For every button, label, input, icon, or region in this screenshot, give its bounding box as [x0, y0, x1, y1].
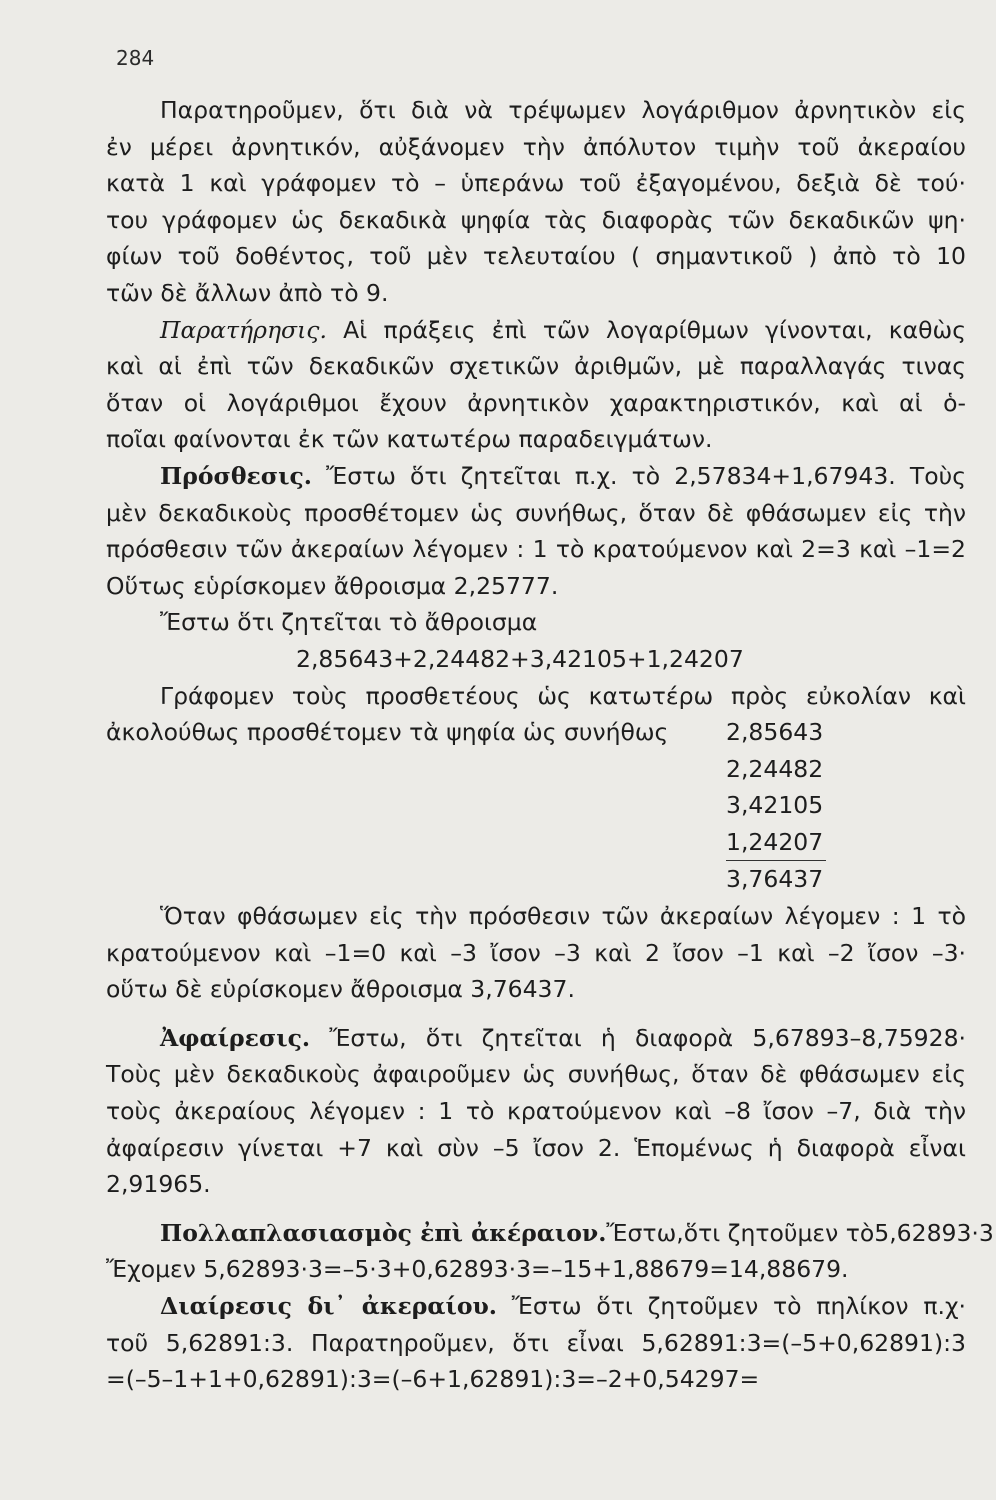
page-number: 284 [116, 46, 155, 70]
spacer [106, 1203, 966, 1215]
text-line: Ἔστω ὅτι ζητεῖται π.χ. τὸ 2,57834+1,67943. Τοὺς [326, 461, 966, 490]
text-line: καὶ αἱ ἐπὶ τῶν δεκαδικῶν σχετικῶν ἀριθμῶν, μὲ παραλλαγάς τινας [106, 352, 966, 381]
division-paragraph [106, 1288, 966, 1325]
text-line: 2,91965. [106, 1170, 211, 1199]
text-line: Ἔστω ὅτι ζητοῦμεν τὸ πηλίκον π.χ· [511, 1292, 966, 1320]
text-line: Ἔστω, ὅτι ζητεῖται ἡ διαφορὰ 5,67893–8,75928· [329, 1023, 966, 1052]
division-heading: Διαίρεσις δι᾽ ἀκεραίου. [160, 1292, 497, 1320]
text-line: Ὅταν φθάσωμεν εἰς τὴν πρόσθεσιν τῶν ἀκεραίων λέγομεν : 1 τὸ [160, 902, 966, 931]
subtraction-paragraph [106, 1020, 966, 1057]
text-line: Τοὺς μὲν δεκαδικοὺς ἀφαιροῦμεν ὡς συνήθως, ὅταν δὲ φθάσωμεν εἰς [106, 1060, 966, 1089]
remark-heading: Παρατήρησις. [160, 315, 327, 344]
text-line: Οὕτως εὑρίσκομεν ἄθροισμα 2,25777. [106, 571, 559, 600]
text-line: του γράφομεν ὡς δεκαδικὰ ψηφία τὰς διαφορὰς τῶν δεκαδικῶν ψη· [106, 205, 966, 234]
page-body [106, 92, 994, 1398]
text-line: πρόσθεσιν τῶν ἀκεραίων λέγομεν : 1 τὸ κρατούμενον καὶ 2=3 καὶ –1=2 [106, 535, 966, 564]
column-addend: 3,42105 [726, 791, 824, 820]
spacer [106, 1008, 966, 1020]
text-line: Ἔστω ὅτι ζητεῖται τὸ ἄθροισμα [160, 608, 538, 637]
text-line: μὲν δεκαδικοὺς προσθέτομεν ὡς συνήθως, ὅταν δὲ φθάσωμεν εἰς τὴν [106, 498, 966, 527]
text-line: Γράφομεν τοὺς προσθετέους ὡς κατωτέρω πρὸς εὐκολίαν καὶ [160, 681, 966, 710]
text-line: οὕτω δὲ εὑρίσκομεν ἄθροισμα 3,76437. [106, 975, 575, 1004]
text-line: Αἱ πράξεις ἐπὶ τῶν λογαρίθμων γίνονται, καθὼς [343, 315, 966, 344]
multiplication-heading: Πολλαπλασιασμὸς ἐπὶ ἀκέραιον. [160, 1218, 607, 1247]
addition-heading: Πρόσθεσις. [160, 461, 312, 490]
text-line: ὅταν οἱ λογάριθμοι ἔχουν ἀρνητικὸν χαρακτηριστικόν, καὶ αἱ ὁ- [106, 388, 966, 417]
text-line: κατὰ 1 καὶ γράφομεν τὸ – ὑπεράνω τοῦ ἐξαγομένου, δεξιὰ δὲ τού· [106, 169, 966, 198]
text-line: Ἔχομεν 5,62893·3=–5·3+0,62893·3=–15+1,88679=14,88679. [106, 1255, 849, 1284]
remark-paragraph [106, 312, 966, 349]
text-line: ἐν μέρει ἀρνητικόν, αὐξάνομεν τὴν ἀπόλυτον τιμὴν τοῦ ἀκεραίου [106, 132, 966, 161]
text-line: ἀφαίρεσιν γίνεται +7 καὶ σὺν –5 ἴσον 2. Ἑπομένως ἡ διαφορὰ εἶναι [106, 1133, 966, 1162]
text-line: τοῦ 5,62891:3. Παρατηροῦμεν, ὅτι εἶναι 5,62891:3=(–5+0,62891):3 [106, 1328, 966, 1357]
subtraction-heading: Ἀφαίρεσις. [160, 1023, 311, 1052]
column-addend: 1,24207 [726, 827, 824, 856]
text-line: =(–5–1+1+0,62891):3=(–6+1,62891):3=–2+0,54297= [106, 1365, 760, 1394]
multiplication-paragraph [106, 1215, 994, 1252]
text-line: ἀκολούθως προσθέτομεν τὰ ψηφία ὡς συνήθως [106, 718, 669, 747]
column-addend: 2,24482 [726, 754, 824, 783]
text-line: κρατούμενον καὶ –1=0 καὶ –3 ἴσον –3 καὶ 2 ἴσον –1 καὶ –2 ἴσον –3· [106, 938, 966, 967]
text-line: τοὺς ἀκεραίους λέγομεν : 1 τὸ κρατούμενον καὶ –8 ἴσον –7, διὰ τὴν [106, 1097, 966, 1126]
text-line: ποῖαι φαίνονται ἐκ τῶν κατωτέρω παραδειγμάτων. [106, 425, 713, 454]
text-line: τῶν δὲ ἄλλων ἀπὸ τὸ 9. [106, 278, 389, 307]
column-sum: 3,76437 [726, 865, 824, 894]
text-line: Ἔστω,ὅτι ζητοῦμεν τὸ5,62893·3 [606, 1218, 994, 1247]
sum-expression: 2,85643+2,24482+3,42105+1,24207 [296, 644, 744, 673]
column-addend: 2,85643 [726, 718, 824, 747]
text-line: φίων τοῦ δοθέντος, τοῦ μὲν τελευταίου ( σημαντικοῦ ) ἀπὸ τὸ 10 [106, 242, 966, 271]
addition-paragraph [106, 458, 966, 495]
text-line: Παρατηροῦμεν, ὅτι διὰ νὰ τρέψωμεν λογάριθμον ἀρνητικὸν εἰς [160, 96, 966, 124]
